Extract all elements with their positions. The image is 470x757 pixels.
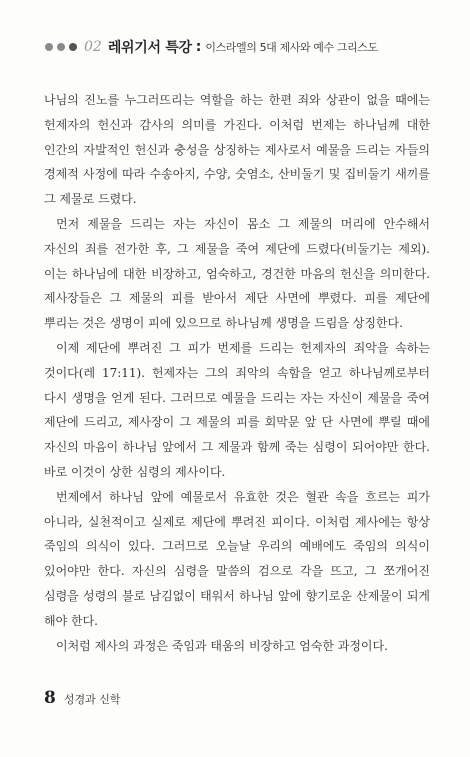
marker-dot-icon — [69, 43, 77, 51]
paragraph: 이제 제단에 뿌려진 그 피가 번제를 드리는 헌제자의 죄악을 속하는 것이다(레 17:11). 헌제자는 그의 죄악의 속함을 얻고 하나님께로부터 다시 생명을 얻게 된다. 그러므로 예물을 드리는 자는 자신이 제물을 죽여 제단에 드리고, 제사장이 그 제물의 피를 회막문 앞 단 사면에 뿌릴 때에 자신의 마음이 하나님 앞에서 그 제물과 함께 죽는 심령이 되어야만 한다. 바로 이것이 상한 심령의 제사이다. — [44, 340, 430, 479]
running-header — [45, 37, 378, 57]
marker-dot-icon — [45, 43, 53, 51]
page-footer — [44, 688, 120, 708]
paragraph: 먼저 제물을 드리는 자는 자신이 몸소 그 제물의 머리에 안수해서 자신의 죄를 전가한 후, 그 제물을 죽여 제단에 드렸다(비둘기는 제외). 이는 하나님에 대한 비장하고, 엄숙하고, 경건한 마음의 헌신을 의미한다. 제사장들은 그 제물의 피를 받아서 제단 사면에 뿌렸다. 피를 제단에 뿌리는 것은 생명이 피에 있으므로 하나님께 생명을 드림을 상징한다. — [44, 216, 430, 331]
body-text — [44, 88, 430, 658]
paragraph: 나님의 진노를 누그러뜨리는 역할을 하는 한편 죄와 상관이 없을 때에는 헌제자의 헌신과 감사의 의미를 가진다. 이처럼 번제는 하나님께 대한 인간의 자발적인 헌신과 충성을 상징하는 제사로서 예물을 드리는 자들의 경제적 사정에 따라 수송아지, 수양, 숫염소, 산비둘기 및 집비둘기 새끼를 그 제물로 드렸다. — [44, 93, 430, 207]
chapter-separator: : — [195, 39, 202, 55]
chapter-number: 02 — [84, 39, 102, 55]
chapter-marker-dots — [45, 43, 77, 51]
chapter-subtitle: 이스라엘의 5대 제사와 예수 그리스도 — [205, 41, 378, 54]
page-number: 8 — [44, 688, 56, 708]
paragraph: 번제에서 하나님 앞에 예물로서 유효한 것은 혈관 속을 흐르는 피가 아니라, 실천적이고 실제로 제단에 뿌려진 피이다. 이처럼 제사에는 항상 죽임의 의식이 있다. 그러므로 오늘날 우리의 예배에도 죽임의 의식이 있어야만 한다. 자신의 심령을 말씀의 검으로 각을 뜨고, 그 쪼개어진 심령을 성령의 불로 남김없이 태워서 하나님 앞에 향기로운 산제물이 되게 해야 한다. — [44, 489, 430, 628]
paragraph: 이처럼 제사의 과정은 죽임과 태움의 비장하고 엄숙한 과정이다. — [56, 638, 388, 653]
chapter-title: 레위기서 특강 — [107, 40, 192, 56]
marker-dot-icon — [57, 43, 65, 51]
book-title: 성경과 신학 — [63, 693, 121, 706]
